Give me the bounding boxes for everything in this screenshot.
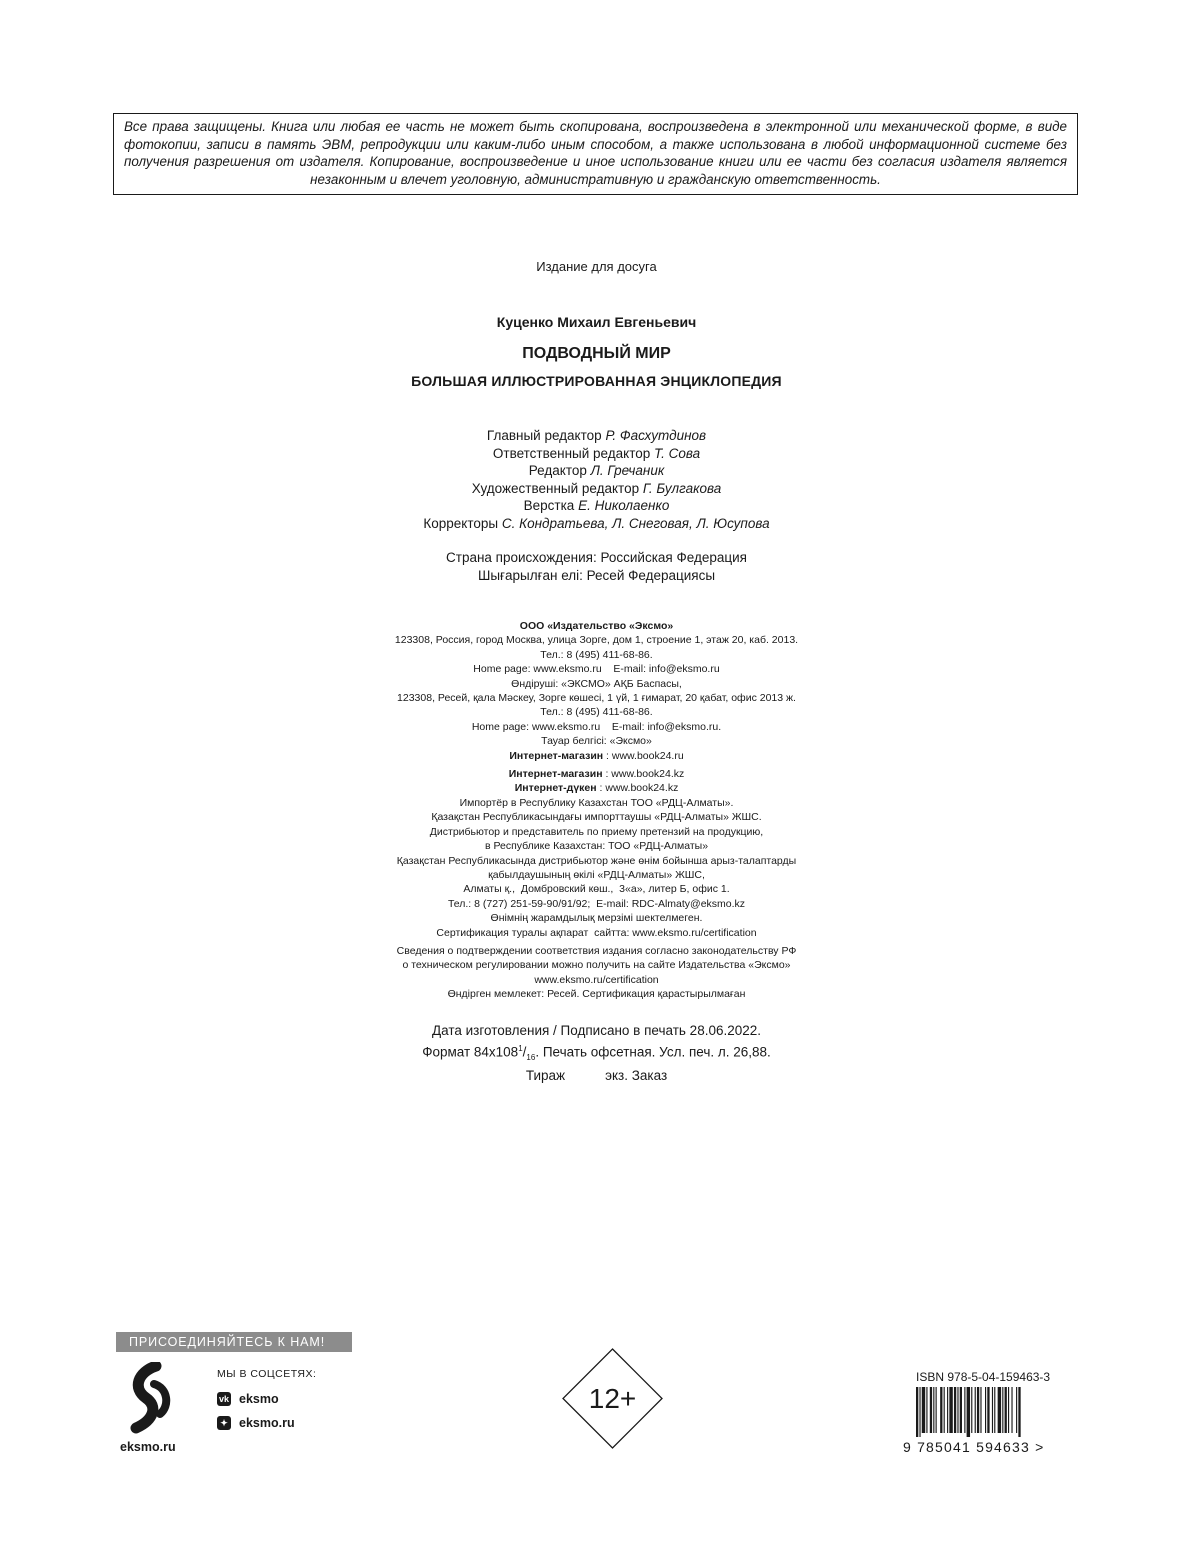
isbn-label: ISBN 978-5-04-159463-3 — [916, 1370, 1051, 1384]
barcode-bar — [926, 1387, 927, 1433]
barcode-bar — [1018, 1387, 1020, 1437]
barcode-bar — [985, 1387, 986, 1433]
barcode-bar — [992, 1387, 993, 1433]
copyright-notice: Все права защищены. Книга или любая ее часть не может быть скопирована, воспроизведена в электронной или механической форме, в виде фотокопии, записи в память ЭВМ, репродукции или каким-либо иным способом, а также использована в любой информационной системе без получения разрешения от издателя. Копирование, воспроизведение и иное использование книги или ее части без согласия издателя является незаконным и влечет уголовную, административную и гражданскую ответственность. — [113, 113, 1078, 195]
credit-line: Корректоры С. Кондратьева, Л. Снеговая, Л. Юсупова — [423, 515, 770, 531]
barcode-bar — [964, 1387, 965, 1433]
barcode-bar — [975, 1387, 976, 1433]
barcode-bar — [940, 1387, 942, 1433]
barcode-bar — [1008, 1387, 1009, 1433]
barcode-bar — [922, 1387, 925, 1433]
social-vk-link[interactable]: vk eksmo — [218, 1392, 279, 1406]
barcode-bar — [980, 1387, 981, 1433]
barcode-bar — [916, 1387, 918, 1437]
barcode-bar — [930, 1387, 932, 1433]
barcode-bar — [933, 1387, 934, 1433]
barcode-bar — [994, 1387, 995, 1433]
join-us-banner: ПРИСОЕДИНЯЙТЕСЬ К НАМ! — [116, 1332, 352, 1352]
barcode-bar — [1016, 1387, 1017, 1433]
barcode-bar — [944, 1387, 945, 1433]
print-format: Формат $84x108^1/_{16}$. Печать офсетная. Усл. печ. л. 26,88. — [422, 1043, 771, 1062]
barcode-bar — [936, 1387, 937, 1433]
barcode-bar — [960, 1387, 962, 1433]
barcode-bar — [977, 1387, 979, 1433]
publisher-info: ООО «Издательство «Эксмо» 123308, Россия, город Москва, улица Зорге, дом 1, строение 1, этаж 20, каб. 2013. Тел.: 8 (495) 411-68-86. Home page: www.eksmo.ru E-mail: info@eksmo.ru Өндіруші: «ЭКСМО» АҚБ Баспасы, 123308, Ресей, қала Мәскеу, Зорге көшесі, 1 үй, 1 ғимарат, 20 қабат, офис 2013 ж. Тел.: 8 (495) 411-68-86. Home page: www.eksmo.ru E-mail: info@eksmo.ru. Тауар белгісі: «Эксмо» Интернет-магазин : www.book24.ru Интернет-магазин : www.book24.kz Интернет-дүкен : www.book24.kz Импортёр в Республику Казахстан ТОО «РДЦ-Алматы». Қазақстан Республикасындағы импорттаушы «РДЦ-Алматы» ЖШС. Дистрибьютор и представитель по приему претензий на продукцию, в Республике Казахстан: ТОО «РДЦ-Алматы» Қазақстан Республикасында дистрибьютор және өнім бойынша арыз-талаптарды қабылдаушының өкілі «РДЦ-Алматы» ЖШС, Алматы қ., Домбровский көш., 3«а», литер Б, офис 1. Тел.: 8 (727) 251-59-90/91/92; E-mail: RDC-Almaty@eksmo.kz Өнімнің жарамдылық мерзімі шектелмеген. Сертификация туралы ақпарат сайтта: www.eksmo.ru/certification Сведения о подтверждении соответствия издания согласно законодательству РФ о техническом регулировании можно получить на сайте Издательства «Эксмо» www.eksmo.ru/certification Өндірген мемлекет: Ресей. Сертификация қарастырылмаған — [394, 620, 799, 1001]
eksmo-logo-icon — [124, 1362, 174, 1436]
barcode-bar — [998, 1387, 1001, 1433]
editorial-credits — [0, 427, 1193, 533]
isbn-barcode — [916, 1387, 1058, 1437]
credit-line: Ответственный редактор Т. Сова — [492, 445, 701, 461]
barcode-bar — [954, 1387, 956, 1433]
barcode-bar — [1005, 1387, 1007, 1433]
logo-url[interactable]: eksmo.ru — [120, 1440, 176, 1454]
social-site-link[interactable]: ✦ eksmo.ru — [217, 1416, 295, 1430]
print-run: Тираж экз. Заказ — [525, 1067, 668, 1083]
barcode-bar — [1002, 1387, 1003, 1433]
credit-line: Художественный редактор Г. Булгакова — [471, 480, 722, 496]
barcode-bar — [949, 1387, 952, 1433]
credit-line: Верстка Е. Николаенко — [523, 498, 670, 514]
vk-icon: vk — [218, 1394, 229, 1404]
barcode-bar — [919, 1387, 920, 1437]
age-rating-badge — [561, 1347, 664, 1450]
book-subtitle: БОЛЬШАЯ ИЛЛЮСТРИРОВАННАЯ ЭНЦИКЛОПЕДИЯ — [411, 373, 782, 389]
edition-type: Издание для досуга — [536, 259, 657, 274]
barcode-bar — [947, 1387, 948, 1433]
barcode-bar — [967, 1387, 970, 1437]
age-rating-text: 12+ — [588, 1383, 637, 1414]
origin-country: Страна происхождения: Российская Федерация Шығарылған елі: Ресей Федерациясы — [446, 550, 747, 583]
credit-line: Редактор Л. Гречаник — [528, 463, 665, 479]
barcode-bar — [1011, 1387, 1012, 1433]
barcode-bar — [971, 1387, 972, 1433]
social-heading: МЫ В СОЦСЕТЯХ: — [217, 1368, 317, 1380]
barcode-digits: 9 785041 594633 > — [903, 1439, 1045, 1455]
print-details: Дата изготовления / Подписано в печать 28.06.2022. Формат $84x108^1/_{16}$. Печать офсетная. Усл. печ. л. 26,88. Тираж экз. Заказ — [0, 1022, 1193, 1085]
eksmo-icon: ✦ — [217, 1416, 231, 1430]
credit-line: Главный редактор Р. Фасхутдинов — [486, 428, 707, 443]
barcode-bar — [987, 1387, 989, 1433]
author-name: Куценко Михаил Евгеньевич — [496, 314, 697, 330]
book-title: ПОДВОДНЫЙ МИР — [522, 345, 671, 362]
barcode-bar — [957, 1387, 958, 1433]
